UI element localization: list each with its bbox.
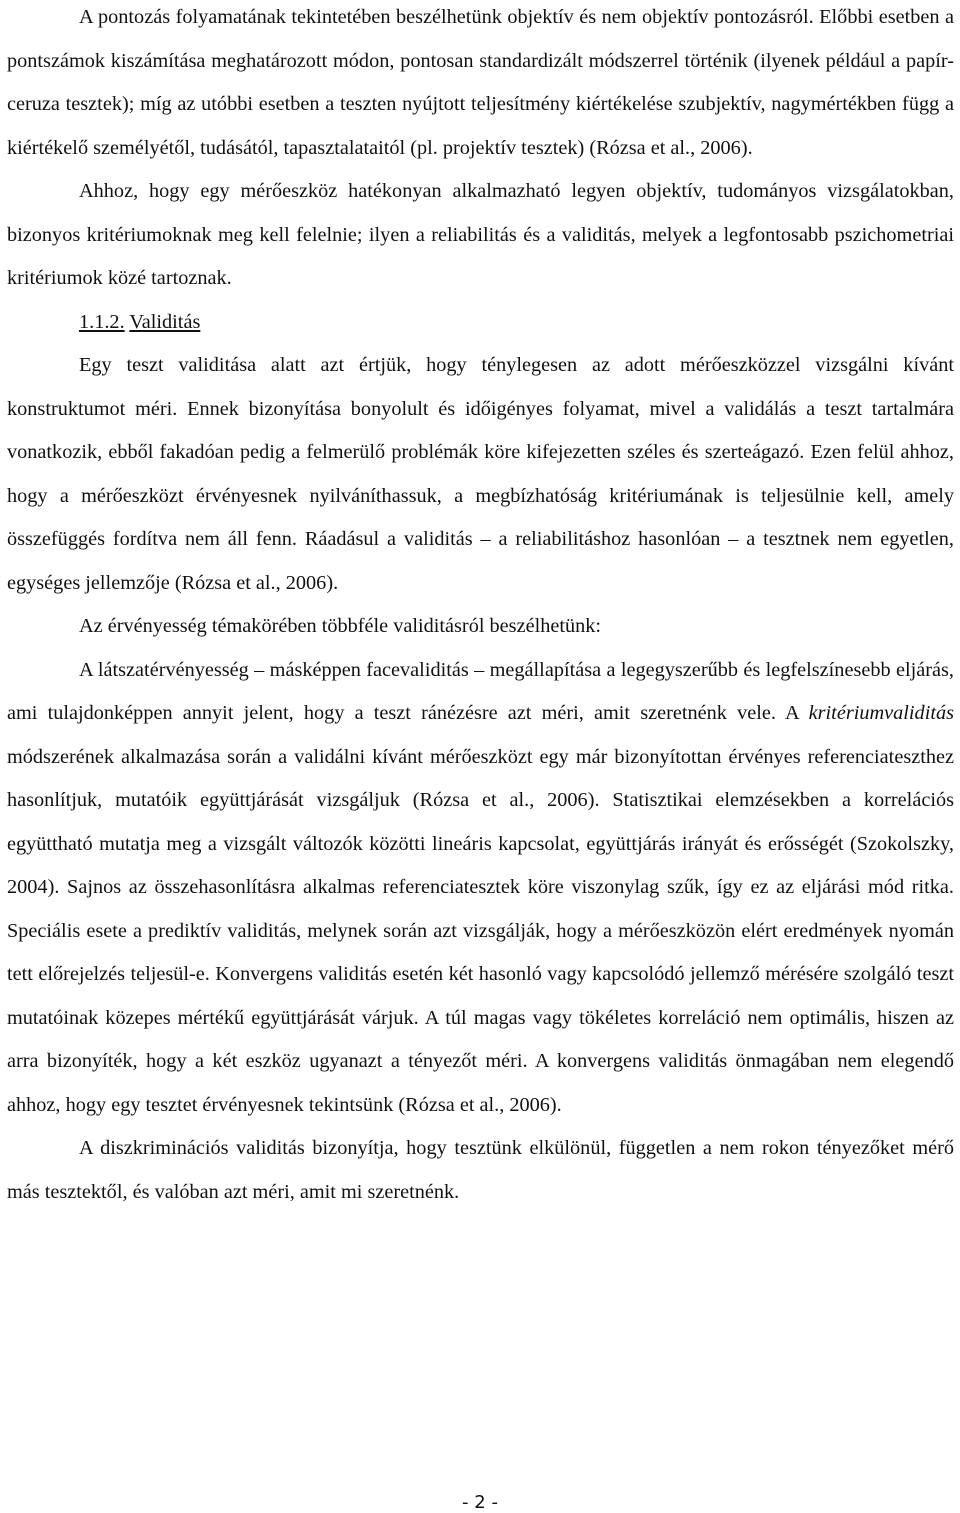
paragraph-validity-types-intro: Az érvényesség témakörében többféle validitásról beszélhetünk:	[79, 615, 602, 637]
face-validity-text: A látszatérvényesség – másképpen facevaliditás – megállapítása a legegyszerűbb és legfelszínesebb eljárás, ami tulajdonképpen annyit jelent, hogy a teszt ránézésre azt méri, amit szeretnénk vele. A	[7, 658, 954, 724]
paragraph-criteria: Ahhoz, hogy egy mérőeszköz hatékonyan alkalmazható legyen objektív, tudományos vizsgálatokban, bizonyos kritériumoknak meg kell felelnie; ilyen a reliabilitás és a validitás, melyek a legfontosabb pszichometriai kritériumok közé tartoznak.	[7, 180, 954, 289]
section-number: 1.1.2.	[79, 310, 125, 333]
page-number: - 2 -	[462, 1492, 498, 1513]
section-heading	[7, 301, 954, 345]
section-title: Validitás	[129, 310, 201, 333]
document-page	[7, 0, 954, 1214]
paragraph-scoring: A pontozás folyamatának tekintetében beszélhetünk objektív és nem objektív pontozásról. Előbbi esetben a pontszámok kiszámítása meghatározott módon, pontosan standardizált módszerrel történik (ilyenek például a papír-ceruza tesztek); míg az utóbbi esetben a teszten nyújtott teljesítmény kiértékelése szubjektív, nagymértékben függ a kiértékelő személyétől, tudásától, tapasztalataitól (pl. projektív tesztek) (Rózsa et al., 2006).	[7, 6, 954, 159]
paragraph-validity-definition: Egy teszt validitása alatt azt értjük, hogy ténylegesen az adott mérőeszközzel vizsgálni kívánt konstruktumot méri. Ennek bizonyítása bonyolult és időigényes folyamat, mivel a validálás a teszt tartalmára vonatkozik, ebből fakadóan pedig a felmerülő problémák köre kifejezetten széles és szerteágazó. Ezen felül ahhoz, hogy a mérőeszközt érvényesnek nyilváníthassuk, a megbízhatóság kritériumának is teljesülnie kell, amely összefüggés fordítva nem áll fenn. Ráadásul a validitás – a reliabilitáshoz hasonlóan – a tesztnek nem egyetlen, egységes jellemzője (Rózsa et al., 2006).	[7, 354, 954, 594]
criterion-validity-text: módszerének alkalmazása során a validálni kívánt mérőeszközt egy már bizonyítottan érvényes referenciateszthez hasonlítjuk, mutatóik együttjárását vizsgáljuk (Rózsa et al., 2006). Statisztikai elemzésekben a korrelációs együttható mutatja meg a vizsgált változók közötti lineáris kapcsolat, együttjárás irányát és erősségét (Szokolszky, 2004). Sajnos az összehasonlításra alkalmas referenciatesztek köre viszonylag szűk, így ez az eljárási mód ritka. Speciális esete a prediktív validitás, melynek során azt vizsgálják, hogy a mérőeszközön elért eredmények nyomán tett előrejelzés teljesül-e. Konvergens validitás esetén két hasonló vagy kapcsolódó jellemző mérésére szolgáló teszt mutatóinak közepes mértékű együttjárását várjuk. A túl magas vagy tökéletes korreláció nem optimális, hiszen az arra bizonyíték, hogy a két eszköz ugyanazt a tényezőt méri. A konvergens validitás önmagában nem elegendő ahhoz, hogy egy tesztet érvényesnek tekintsünk (Rózsa et al., 2006).	[7, 745, 954, 1116]
criterion-validity-term: kritériumvaliditás	[808, 702, 954, 724]
paragraph-face-criterion-validity	[7, 649, 954, 1128]
paragraph-discriminant-validity: A diszkriminációs validitás bizonyítja, hogy tesztünk elkülönül, független a nem rokon tényezőket mérő más tesztektől, és valóban azt méri, amit mi szeretnénk.	[7, 1137, 954, 1203]
